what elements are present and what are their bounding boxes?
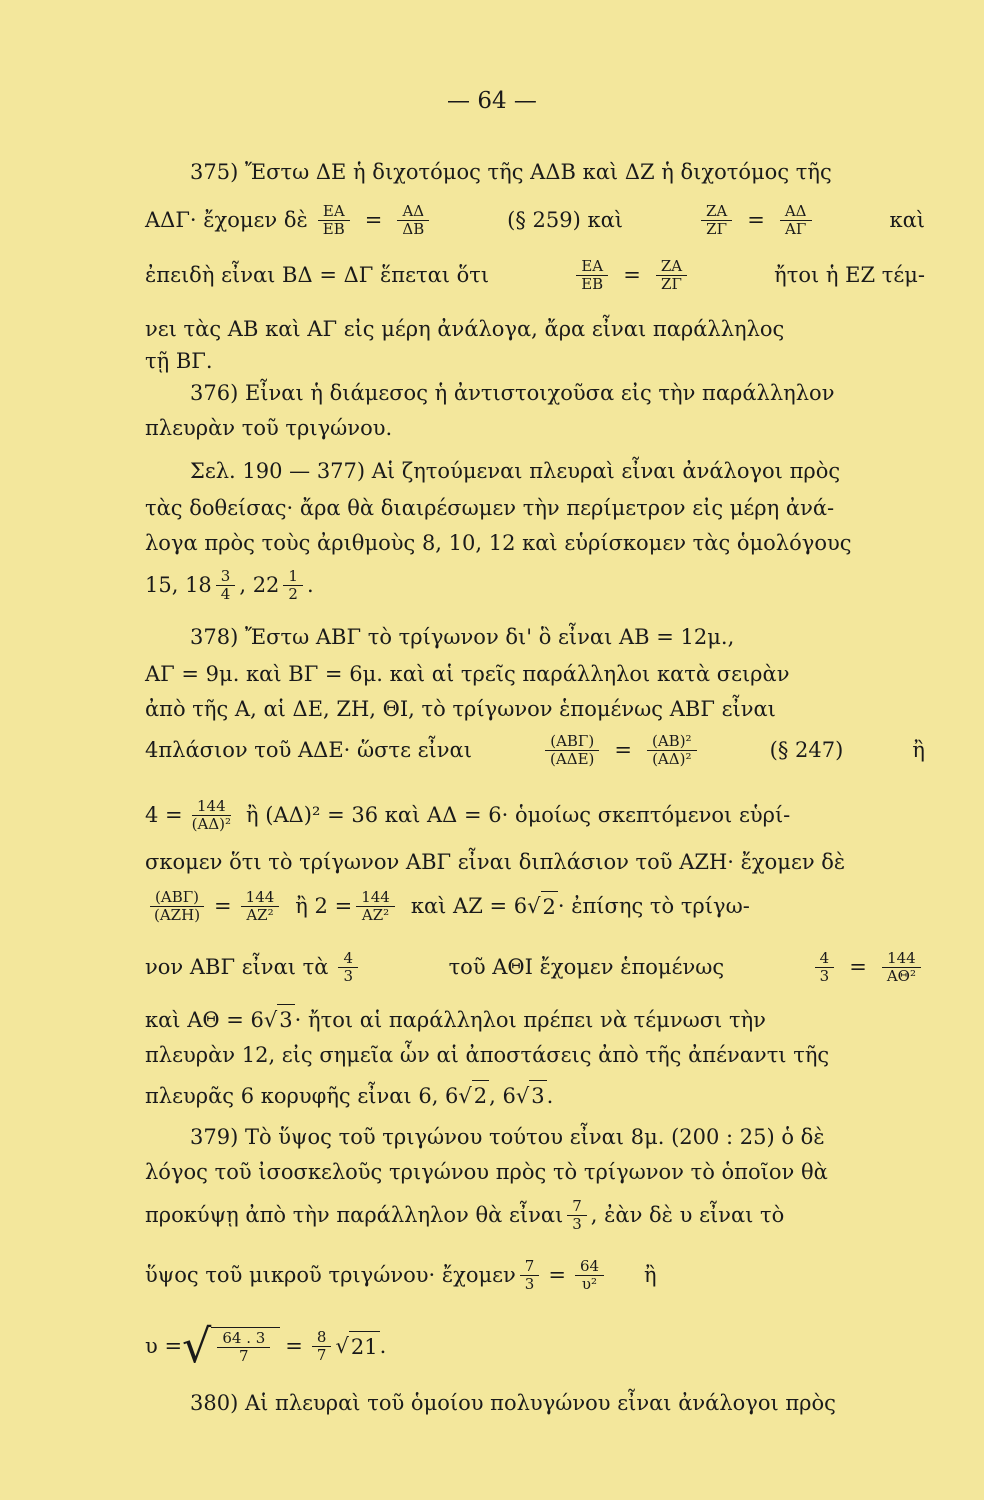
p379-line-3 [145, 1192, 925, 1238]
fraction-1-2: $\frac{1}{2}$ [283, 568, 303, 603]
text: καὶ ΑΘ = 6 [145, 1007, 264, 1032]
fraction-8-7: $\frac{8}{7}$ [312, 1329, 332, 1364]
p379-line-5 [145, 1318, 925, 1374]
p378-line-3: ἀπὸ τῆς Α, αἱ ΔΕ, ΖΗ, ΘΙ, τὸ τρίγωνον ἑπομένως ΑΒΓ εἶναι [145, 697, 776, 721]
text: . [379, 1334, 387, 1358]
text: ἢ [644, 1263, 657, 1287]
sqrt-3: 3 [277, 1004, 294, 1035]
sqrt-sign: √ [335, 1334, 349, 1358]
p378-line-1: 378) Ἔστω ΑΒΓ τὸ τρίγωνον δι' ὃ εἶναι ΑΒ = 12μ., [190, 625, 735, 649]
text: (§ 247) [769, 738, 844, 762]
p378-line-4 [145, 728, 925, 772]
equals-sign: = [364, 208, 383, 232]
fraction-ad-ag: $\frac{A\Delta}{A\Gamma}$ [780, 203, 812, 238]
p378-line-6: σκομεν ὅτι τὸ τρίγωνον ΑΒΓ εἶναι διπλάσιον τοῦ ΑΖΗ· ἔχομεν δὲ [145, 850, 846, 874]
p375-line-1: 375) Ἔστω ΔΕ ἡ διχοτόμος τῆς ΑΔΒ καὶ ΔΖ ἡ διχοτόμος τῆς [190, 160, 832, 184]
fraction-ab2-ad2: $\frac{\text{(ΑΒ)²}}{\text{(ΑΔ)²}}$ [647, 733, 697, 768]
text: ΑΔΓ· ἔχομεν δὲ [145, 208, 308, 232]
p377-line-4 [145, 563, 925, 607]
fraction-ea-eb: $\frac{EA}{EB}$ [318, 203, 350, 238]
p378-line-10: πλευρὰν 12, εἰς σημεῖα ὧν αἱ ἀποστάσεις ἀπὸ τῆς ἀπέναντι τῆς [145, 1043, 830, 1067]
equals-sign: = [614, 738, 632, 762]
text: υ = [145, 1334, 183, 1358]
text: . [546, 1083, 554, 1108]
fraction-za-zg-2: $\frac{ZA}{Z\Gamma}$ [656, 258, 687, 293]
p375-line-5: τῇ ΒΓ. [145, 349, 213, 373]
text: 4πλάσιον τοῦ ΑΔΕ· ὥστε εἶναι [145, 738, 472, 762]
text: ἤτοι ἡ ΕΖ τέμ- [774, 263, 925, 287]
page-number: — 64 — [447, 88, 537, 114]
equals-sign: = [214, 894, 232, 918]
fraction-144-ath2: $\frac{144}{\text{ΑΘ²}}$ [882, 950, 921, 985]
p377-line-3: λογα πρὸς τοὺς ἀριθμοὺς 8, 10, 12 καὶ εὑρίσκομεν τὰς ὁμολόγους [145, 531, 852, 555]
fraction-abg-azh: $\frac{\text{(ΑΒΓ)}}{\text{(ΑΖΗ)}}$ [149, 889, 205, 924]
fraction-ea-eb-2: $\frac{EA}{EB}$ [576, 258, 608, 293]
sqrt-sign: √ [527, 894, 541, 918]
fraction-64-u2: $\frac{64}{\text{υ²}}$ [575, 1258, 604, 1293]
text: ὕψος τοῦ μικροῦ τριγώνου· ἔχομεν [145, 1263, 516, 1287]
p378-line-9 [145, 1004, 925, 1035]
equals-sign: = [849, 955, 867, 979]
text: . [306, 573, 314, 597]
p378-line-7 [145, 882, 925, 930]
text: πλευρᾶς 6 κορυφῆς εἶναι 6, 6 [145, 1083, 459, 1108]
text: · ἤτοι αἱ παράλληλοι πρέπει νὰ τέμνωσι τὴν [294, 1007, 766, 1032]
text: ἢ (ΑΔ)² = 36 καὶ ΑΔ = 6· ὁμοίως σκεπτόμενοι εὑρί- [246, 803, 791, 827]
p377-line-2: τὰς δοθείσας· ἄρα θὰ διαιρέσωμεν τὴν περίμετρον εἰς μέρη ἀνά- [145, 496, 835, 520]
sqrt-sign: √ [263, 1007, 278, 1032]
text: , 6 [489, 1083, 516, 1108]
sqrt-sign: √ [515, 1083, 530, 1108]
sqrt-2: 2 [541, 891, 558, 922]
p376-line-2: πλευρὰν τοῦ τριγώνου. [145, 416, 393, 440]
p375-line-3 [145, 252, 925, 298]
p378-line-11 [145, 1080, 925, 1111]
text: νον ΑΒΓ εἶναι τὰ [145, 955, 329, 979]
text: ἢ [912, 738, 925, 762]
text: , 22 [239, 573, 280, 597]
text: ἢ 2 = [295, 894, 353, 918]
fraction-64x3-7: $\frac{64 . 3}{7}$ [217, 1330, 270, 1365]
p375-line-4: νει τὰς ΑΒ καὶ ΑΓ εἰς μέρη ἀνάλογα, ἄρα εἶναι παράλληλος [145, 317, 785, 341]
p375-line-2 [145, 200, 925, 240]
p378-line-5 [145, 793, 925, 837]
fraction-144-az2: $\frac{144}{\text{ΑΖ²}}$ [241, 889, 280, 924]
fraction-7-3: $\frac{7}{3}$ [567, 1198, 587, 1233]
equals-sign: = [548, 1263, 566, 1287]
equals-sign: = [285, 1334, 303, 1358]
equals-sign: = [623, 263, 641, 287]
text: προκύψῃ ἀπὸ τὴν παράλληλον θὰ εἶναι [145, 1203, 564, 1227]
p378-line-8 [145, 944, 925, 990]
fraction-4-3: $\frac{4}{3}$ [338, 950, 358, 985]
square-root [182, 1319, 280, 1373]
p380-line-1: 380) Αἱ πλευραὶ τοῦ ὁμοίου πολυγώνου εἶναι ἀνάλογοι πρὸς [190, 1391, 836, 1415]
fraction-ad-db: $\frac{A\Delta}{\Delta B}$ [397, 203, 429, 238]
text: , ἐὰν δὲ υ εἶναι τὸ [590, 1203, 785, 1227]
sqrt-3: 3 [529, 1080, 546, 1111]
p379-line-2: λόγος τοῦ ἰσοσκελοῦς τριγώνου πρὸς τὸ τρίγωνον τὸ ὁποῖον θὰ [145, 1160, 828, 1184]
text: 15, 18 [145, 573, 212, 597]
fraction-4-3-b: $\frac{4}{3}$ [815, 950, 835, 985]
p377-line-1: Σελ. 190 — 377) Αἱ ζητούμεναι πλευραὶ εἶναι ἀνάλογοι πρὸς [190, 459, 841, 483]
fraction-7-3-b: $\frac{7}{3}$ [520, 1258, 540, 1293]
p376-line-1: 376) Εἶναι ἡ διάμεσος ἡ ἀντιστοιχοῦσα εἰς τὴν παράλληλον [190, 381, 835, 405]
fraction-144-az2-b: $\frac{144}{\text{ΑΖ²}}$ [356, 889, 395, 924]
sqrt-sign: √ [458, 1083, 472, 1108]
p379-line-1: 379) Τὸ ὕψος τοῦ τριγώνου τούτου εἶναι 8μ. (200 : 25) ὁ δὲ [190, 1125, 825, 1149]
text: ἐπειδὴ εἶναι ΒΔ = ΔΓ ἕπεται ὅτι [145, 263, 490, 287]
text: καὶ ΑΖ = 6 [410, 894, 528, 918]
text: τοῦ ΑΘΙ ἔχομεν ἑπομένως [448, 955, 725, 979]
p378-line-2: ΑΓ = 9μ. καὶ ΒΓ = 6μ. καὶ αἱ τρεῖς παράλληλοι κατὰ σειρὰν [145, 662, 790, 686]
text: 4 = [145, 803, 183, 827]
equals-sign: = [747, 208, 765, 232]
text: · ἐπίσης τὸ τρίγω- [557, 894, 750, 918]
fraction-abg-ade: $\frac{\text{(ΑΒΓ)}}{\text{(ΑΔΕ)}}$ [545, 733, 599, 768]
radical-sign: √ [182, 1319, 212, 1373]
text: (§ 259) καὶ [507, 208, 624, 232]
fraction-144-ad2: $\frac{144}{\text{(ΑΔ)²}}$ [191, 796, 232, 833]
fraction-za-zg: $\frac{ZA}{Z\Gamma}$ [701, 203, 732, 238]
p379-line-4 [145, 1252, 925, 1298]
sqrt-21: 21 [349, 1331, 380, 1362]
text: καὶ [889, 208, 925, 232]
fraction-3-4: $\frac{3}{4}$ [216, 568, 236, 603]
sqrt-2: 2 [472, 1080, 489, 1111]
